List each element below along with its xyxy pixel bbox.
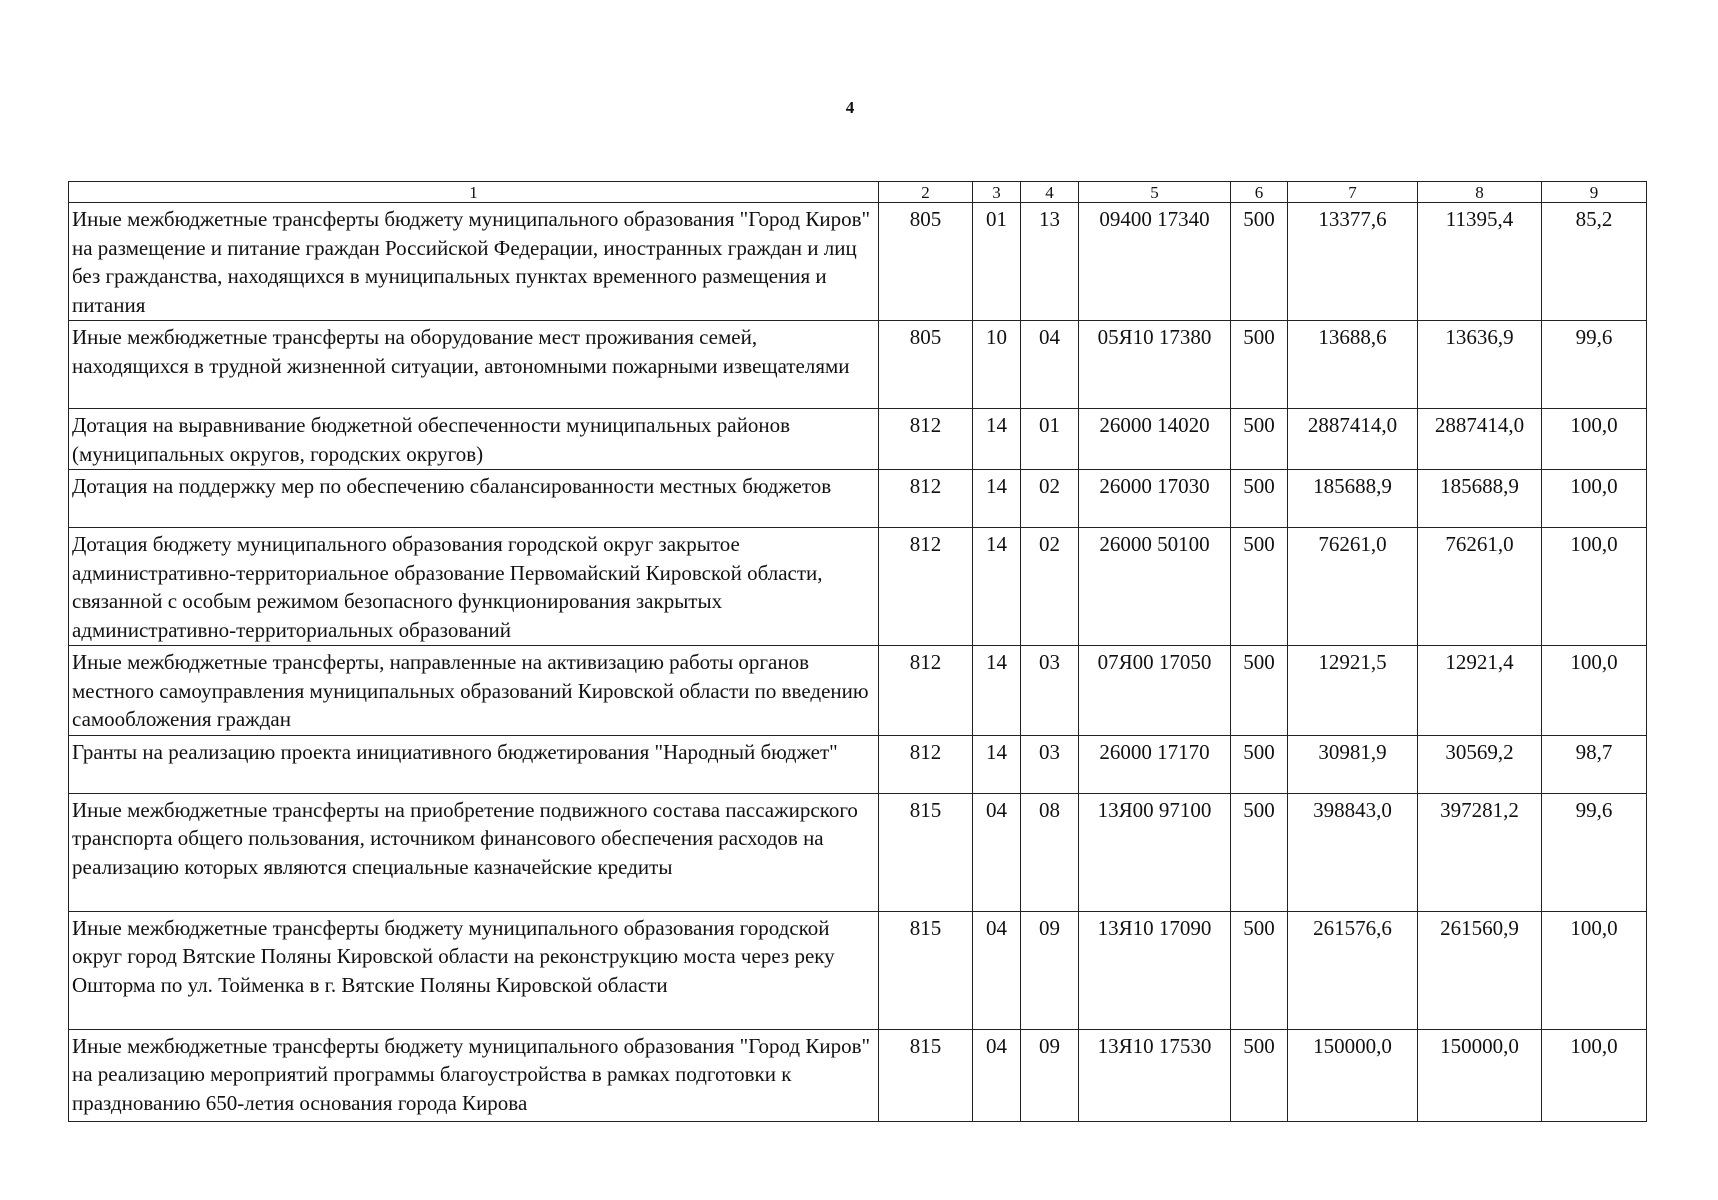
row-section: 04 [973, 1029, 1021, 1121]
row-section: 04 [973, 911, 1021, 1029]
row-expense-type: 500 [1231, 911, 1288, 1029]
row-planned-amount: 261576,6 [1288, 911, 1418, 1029]
row-execution-percent: 100,0 [1542, 470, 1647, 528]
row-section: 01 [973, 203, 1021, 321]
column-header-7: 7 [1288, 182, 1418, 203]
row-description: Иные межбюджетные трансферты бюджету муниципального образования "Город Киров" на размещение и питание граждан Российской Федерации, иностранных граждан и лиц без гражданства, находящихся в муниципальных пунктах временного размещения и питания [69, 203, 879, 321]
row-expense-type: 500 [1231, 735, 1288, 793]
table-row [69, 470, 1647, 528]
row-description: Иные межбюджетные трансферты бюджету муниципального образования "Город Киров" на реализацию мероприятий программы благоустройства в рамках подготовки к празднованию 650-летия основания города Кирова [69, 1029, 879, 1121]
row-target-article: 13Я10 17530 [1079, 1029, 1231, 1121]
row-description: Иные межбюджетные трансферты на оборудование мест проживания семей, находящихся в трудной жизненной ситуации, автономными пожарными извещателями [69, 321, 879, 409]
column-header-8: 8 [1418, 182, 1542, 203]
row-target-article: 07Я00 17050 [1079, 646, 1231, 736]
row-code: 805 [879, 203, 973, 321]
row-code: 812 [879, 528, 973, 646]
row-executed-amount: 2887414,0 [1418, 409, 1542, 470]
page-number: 4 [845, 98, 855, 117]
row-target-article: 26000 50100 [1079, 528, 1231, 646]
row-section: 14 [973, 735, 1021, 793]
row-execution-percent: 99,6 [1542, 321, 1647, 409]
row-description: Иные межбюджетные трансферты бюджету муниципального образования городской округ город Вятские Поляны Кировской области на реконструкцию моста через реку Ошторма по ул. Тойменка в г. Вятские Поляны Кировской области [69, 911, 879, 1029]
row-executed-amount: 185688,9 [1418, 470, 1542, 528]
row-execution-percent: 99,6 [1542, 793, 1647, 911]
row-section: 14 [973, 409, 1021, 470]
row-section: 14 [973, 470, 1021, 528]
row-section: 14 [973, 528, 1021, 646]
row-expense-type: 500 [1231, 528, 1288, 646]
row-subsection: 08 [1021, 793, 1079, 911]
column-header-9: 9 [1542, 182, 1647, 203]
row-target-article: 05Я10 17380 [1079, 321, 1231, 409]
row-subsection: 03 [1021, 735, 1079, 793]
row-execution-percent: 98,7 [1542, 735, 1647, 793]
row-subsection: 09 [1021, 911, 1079, 1029]
row-executed-amount: 397281,2 [1418, 793, 1542, 911]
table-row [69, 646, 1647, 736]
row-target-article: 26000 14020 [1079, 409, 1231, 470]
table-row [69, 911, 1647, 1029]
row-executed-amount: 261560,9 [1418, 911, 1542, 1029]
table-body [69, 203, 1647, 1122]
row-execution-percent: 100,0 [1542, 1029, 1647, 1121]
row-target-article: 09400 17340 [1079, 203, 1231, 321]
row-planned-amount: 13377,6 [1288, 203, 1418, 321]
row-subsection: 03 [1021, 646, 1079, 736]
row-code: 812 [879, 735, 973, 793]
row-planned-amount: 12921,5 [1288, 646, 1418, 736]
column-number-header-row [69, 182, 1647, 203]
column-header-1: 1 [69, 182, 879, 203]
row-subsection: 09 [1021, 1029, 1079, 1121]
column-header-5: 5 [1079, 182, 1231, 203]
table-row [69, 793, 1647, 911]
row-section: 10 [973, 321, 1021, 409]
row-description: Дотация бюджету муниципального образования городской округ закрытое административно-территориальное образование Первомайский Кировской области, связанной с особым режимом безопасного функционирования закрытых административно-территориальных образований [69, 528, 879, 646]
row-subsection: 02 [1021, 470, 1079, 528]
row-code: 812 [879, 409, 973, 470]
table-row [69, 1029, 1647, 1121]
row-planned-amount: 2887414,0 [1288, 409, 1418, 470]
row-planned-amount: 185688,9 [1288, 470, 1418, 528]
row-executed-amount: 12921,4 [1418, 646, 1542, 736]
row-target-article: 13Я00 97100 [1079, 793, 1231, 911]
row-executed-amount: 76261,0 [1418, 528, 1542, 646]
row-target-article: 13Я10 17090 [1079, 911, 1231, 1029]
row-description: Иные межбюджетные трансферты, направленные на активизацию работы органов местного самоуправления муниципальных образований Кировской области по введению самообложения граждан [69, 646, 879, 736]
row-expense-type: 500 [1231, 1029, 1288, 1121]
row-expense-type: 500 [1231, 470, 1288, 528]
column-header-3: 3 [973, 182, 1021, 203]
row-execution-percent: 100,0 [1542, 409, 1647, 470]
row-section: 14 [973, 646, 1021, 736]
table-row [69, 203, 1647, 321]
row-subsection: 13 [1021, 203, 1079, 321]
row-expense-type: 500 [1231, 793, 1288, 911]
row-code: 815 [879, 1029, 973, 1121]
row-expense-type: 500 [1231, 321, 1288, 409]
row-code: 805 [879, 321, 973, 409]
row-section: 04 [973, 793, 1021, 911]
row-execution-percent: 100,0 [1542, 911, 1647, 1029]
row-expense-type: 500 [1231, 646, 1288, 736]
table-row [69, 528, 1647, 646]
row-description: Иные межбюджетные трансферты на приобретение подвижного состава пассажирского транспорта общего пользования, источником финансового обеспечения расходов на реализацию которых являются специальные казначейские кредиты [69, 793, 879, 911]
budget-table [68, 181, 1647, 1122]
row-planned-amount: 76261,0 [1288, 528, 1418, 646]
row-description: Дотация на поддержку мер по обеспечению сбалансированности местных бюджетов [69, 470, 879, 528]
row-code: 815 [879, 793, 973, 911]
table-row [69, 409, 1647, 470]
row-executed-amount: 30569,2 [1418, 735, 1542, 793]
row-description: Гранты на реализацию проекта инициативного бюджетирования "Народный бюджет" [69, 735, 879, 793]
column-header-4: 4 [1021, 182, 1079, 203]
row-execution-percent: 100,0 [1542, 528, 1647, 646]
table-row [69, 321, 1647, 409]
row-execution-percent: 85,2 [1542, 203, 1647, 321]
row-code: 812 [879, 470, 973, 528]
row-executed-amount: 11395,4 [1418, 203, 1542, 321]
row-subsection: 04 [1021, 321, 1079, 409]
row-target-article: 26000 17170 [1079, 735, 1231, 793]
row-code: 812 [879, 646, 973, 736]
row-executed-amount: 150000,0 [1418, 1029, 1542, 1121]
row-planned-amount: 398843,0 [1288, 793, 1418, 911]
row-executed-amount: 13636,9 [1418, 321, 1542, 409]
row-planned-amount: 30981,9 [1288, 735, 1418, 793]
row-code: 815 [879, 911, 973, 1029]
row-planned-amount: 13688,6 [1288, 321, 1418, 409]
row-target-article: 26000 17030 [1079, 470, 1231, 528]
row-subsection: 01 [1021, 409, 1079, 470]
row-subsection: 02 [1021, 528, 1079, 646]
column-header-6: 6 [1231, 182, 1288, 203]
row-description: Дотация на выравнивание бюджетной обеспеченности муниципальных районов (муниципальных округов, городских округов) [69, 409, 879, 470]
column-header-2: 2 [879, 182, 973, 203]
row-execution-percent: 100,0 [1542, 646, 1647, 736]
table-row [69, 735, 1647, 793]
row-expense-type: 500 [1231, 409, 1288, 470]
row-expense-type: 500 [1231, 203, 1288, 321]
row-planned-amount: 150000,0 [1288, 1029, 1418, 1121]
